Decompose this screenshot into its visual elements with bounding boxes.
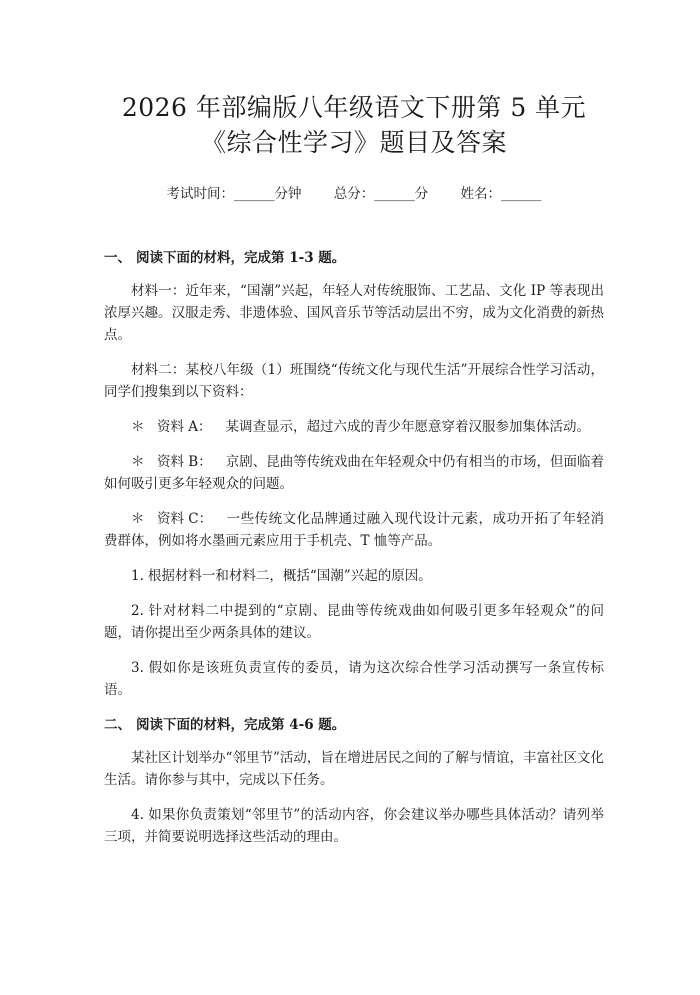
document-page [0,90,700,995]
question-3-number: 3. [131,660,144,676]
question-4 [104,804,604,848]
resource-c-text: 一些传统文化品牌通过融入现代设计元素，成功开拓了年轻消费群体，例如将水墨画元素应用于手机壳、T 恤等产品。 [104,511,604,549]
question-1-number: 1. [131,568,144,584]
section-2 [104,715,604,848]
question-2-text: 针对材料二中提到的“京剧、昆曲等传统戏曲如何吸引更多年轻观众”的问题，请你提出至少两条具体的建议。 [104,603,604,641]
bullet-mark: ＊ [131,454,145,470]
material-1: 材料一：近年来，“国潮”兴起，年轻人对传统服饰、工艺品、文化 IP 等表现出浓厚兴趣。汉服走秀、非遗体验、国风音乐节等活动层出不穷，成为文化消费的新热点。 [104,283,604,343]
resource-c-label: 资料 C： [157,511,213,527]
section-2-intro: 某社区计划举办“邻里节”活动，旨在增进居民之间的了解与情谊，丰富社区文化生活。请你参与其中，完成以下任务。 [104,750,604,788]
section-1 [104,248,604,701]
name-field: 姓名：______ [460,186,542,202]
section-1-heading [104,248,604,268]
resource-b-label: 资料 B： [157,454,212,470]
section-1-number: 一、 [104,250,131,266]
question-2 [104,600,604,644]
exam-info [104,184,604,204]
question-2-number: 2. [131,603,144,619]
bullet-mark: ＊ [131,511,145,527]
question-4-number: 4. [131,807,144,823]
resource-a [104,416,604,438]
question-1 [104,565,604,587]
page-title: 2026 年部编版八年级语文下册第 5 单元《综合性学习》题目及答案 [121,93,587,157]
question-3 [104,657,604,701]
section-1-heading-text: 阅读下面的材料，完成第 1-3 题。 [136,250,346,266]
total-score-field: 总分：______分 [333,186,429,202]
bullet-mark: ＊ [131,419,145,435]
exam-time-field: 考试时间：______分钟 [166,186,302,202]
resource-c [104,508,604,552]
question-4-text: 如果你负责策划“邻里节”的活动内容，你会建议举办哪些具体活动？请列举三项，并简要说明选择这些活动的理由。 [104,807,604,845]
resource-b-text: 京剧、昆曲等传统戏曲在年轻观众中仍有相当的市场，但面临着如何吸引更多年轻观众的问题。 [104,454,604,492]
resource-a-text: 某调查显示，超过六成的青少年愿意穿着汉服参加集体活动。 [225,419,591,435]
question-1-text: 根据材料一和材料二，概括“国潮”兴起的原因。 [147,568,432,584]
section-2-heading-text: 阅读下面的材料，完成第 4-6 题。 [136,717,346,733]
resource-a-label: 资料 A： [157,419,212,435]
resource-b [104,451,604,495]
section-2-number: 二、 [104,717,131,733]
question-3-text: 假如你是该班负责宣传的委员，请为这次综合性学习活动撰写一条宣传标语。 [104,660,604,698]
section-2-heading [104,715,604,735]
material-2: 材料二：某校八年级（1）班围绕“传统文化与现代生活”开展综合性学习活动，同学们搜集到以下资料： [104,362,604,400]
